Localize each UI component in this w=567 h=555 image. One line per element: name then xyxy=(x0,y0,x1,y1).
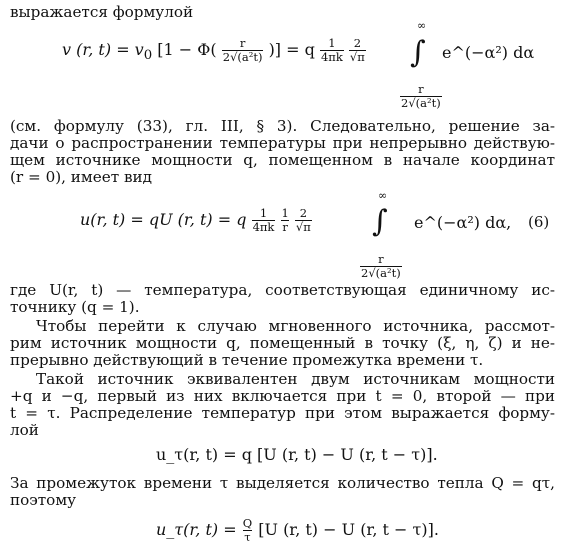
eq1-left: v (r, t) = v xyxy=(62,40,144,59)
text-line: (r = 0), имеет вид xyxy=(10,168,152,186)
eq2-int-upper: ∞ xyxy=(378,189,388,202)
text-line: поэтому xyxy=(10,491,77,509)
text-line: лой xyxy=(10,421,39,439)
eq2-fraction-2: $\frac{1}{r}$ xyxy=(281,206,289,234)
text-line: дачи о распространении температуры при непрерывно действую- xyxy=(10,134,555,152)
eq2-int-lower: $\frac{r}{\text{2√(a²t)}}$ xyxy=(361,252,401,280)
eq1-int-upper: ∞ xyxy=(417,19,427,32)
eq1-fraction: $\frac{r}{\text{2√(a²t)}}$ xyxy=(222,36,263,64)
equation-3: u_τ(r, t) = q [U (r, t) − U (r, t − τ)]. xyxy=(156,445,438,464)
equation-number: (6) xyxy=(528,213,550,231)
text-line: прерывно действующий в течение промежутка времени τ. xyxy=(10,351,484,369)
eq2-fraction-3: $\frac{2}{√\pi}$ xyxy=(295,206,311,234)
text-line: где U(r, t) — температура, соответствующая единичному ис- xyxy=(10,281,555,299)
eq2-integrand: e^(−α²) dα, xyxy=(414,213,512,232)
equation-4 xyxy=(156,518,439,543)
text-line: Такой источник эквивалентен двум источникам мощности xyxy=(36,370,555,388)
equation-1 xyxy=(62,38,366,64)
equation-2 xyxy=(80,208,312,233)
eq1-fraction-2: $\frac{1}{4\pi k}$ xyxy=(320,36,343,64)
eq2-left: u(r, t) = qU (r, t) = q xyxy=(80,210,247,229)
eq4-fraction: $\frac{Q}{\tau}$ xyxy=(242,516,253,544)
text-line: рим источник мощности q, помещенный в точку (ξ, η, ζ) и не- xyxy=(10,334,555,352)
text-line: Чтобы перейти к случаю мгновенного источника, рассмот- xyxy=(36,317,555,335)
integral-sign: ∫ xyxy=(372,204,388,239)
text-line: щем источнике мощности q, помещенном в начале координат xyxy=(10,151,555,169)
eq2-fraction-1: $\frac{1}{4\pi k}$ xyxy=(252,206,275,234)
eq1-close: )] = q xyxy=(268,40,315,59)
text-line: выражается формулой xyxy=(10,3,194,21)
eq1-int-lower: $\frac{r}{\text{2√(a²t)}}$ xyxy=(401,82,441,110)
eq1-fraction-3: $\frac{2}{√\pi}$ xyxy=(349,36,365,64)
integral-sign: ∫ xyxy=(410,35,426,70)
eq4-right: [U (r, t) − U (r, t − τ)]. xyxy=(258,520,439,539)
text-line: +q и −q, первый из них включается при t = 0, второй — при xyxy=(10,387,555,405)
eq4-left: u_τ(r, t) = xyxy=(156,520,237,539)
text-line: За промежуток времени τ выделяется количество тепла Q = qτ, xyxy=(10,474,555,492)
eq1-sub: 0 xyxy=(143,48,153,64)
eq1-integrand: e^(−α²) dα xyxy=(442,43,535,62)
text-line: t = τ. Распределение температур при этом выражается форму- xyxy=(10,404,555,422)
text-line: точнику (q = 1). xyxy=(10,298,140,316)
text-line: (см. формулу (33), гл. III, § 3). Следовательно, решение за- xyxy=(10,117,555,135)
eq1-bracket: [1 − Φ( xyxy=(157,40,217,59)
